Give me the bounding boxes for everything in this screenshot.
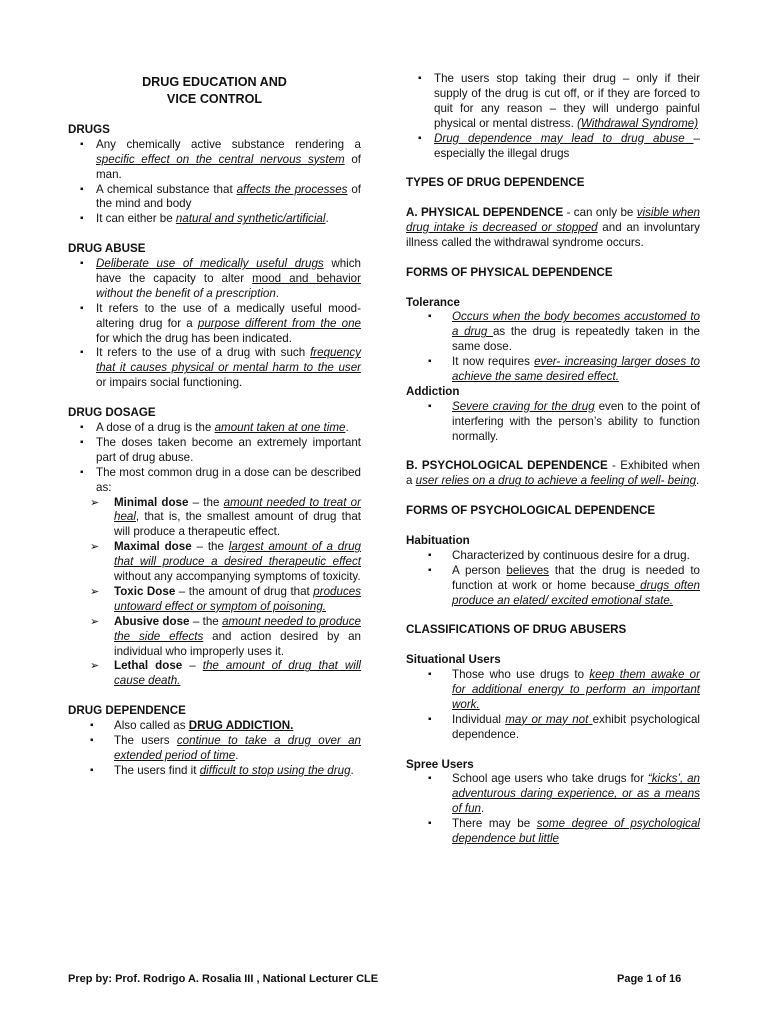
emphasis: may or may not (505, 712, 593, 726)
text: – (182, 659, 203, 673)
text: – especially the illegal drugs (434, 131, 700, 160)
title-line-1: DRUG EDUCATION AND (142, 75, 287, 89)
text: . (481, 802, 485, 816)
title-line-2: VICE CONTROL (166, 92, 263, 106)
list-item (68, 540, 361, 585)
footer-author: Prep by: Prof. Rodrigo A. Rosalia III , National Lecturer CLE (68, 973, 379, 985)
list-item (68, 719, 361, 734)
dose-types-list (68, 496, 361, 690)
right-column (406, 72, 700, 847)
term: B. PSYCHOLOGICAL DEPENDENCE (406, 459, 608, 473)
text: It refers to the use of a drug with such (96, 346, 311, 360)
text: Those who use drugs to (452, 668, 590, 682)
term: Toxic Dose (114, 584, 176, 598)
list-item (406, 355, 700, 385)
emphasis: largest amount of a drug that will produce a desired therapeutic effect (114, 540, 361, 569)
emphasis: mood and behavior (252, 271, 361, 285)
dosage-list (68, 421, 361, 496)
text: Any chemically active substance rendering a (96, 137, 361, 151)
spree-list (406, 772, 700, 847)
emphasis: amount taken at one time (214, 420, 346, 434)
text: Individual (452, 712, 506, 726)
list-item (406, 310, 700, 355)
text: or impairs social functioning. (96, 376, 243, 390)
classes-heading: CLASSIFICATIONS OF DRUG ABUSERS (406, 623, 627, 637)
list-item (68, 615, 361, 660)
text: – the (188, 495, 224, 509)
tolerance-heading: Tolerance (406, 295, 460, 309)
page-number: Page 1 of 16 (617, 973, 682, 985)
text: There may be (452, 817, 537, 831)
text: Also called as (114, 719, 189, 733)
emphasis: amount needed to treat or heal (114, 495, 361, 524)
habituation-list (406, 549, 700, 609)
emphasis: ever- increasing larger doses to achieve the same desired effect. (452, 355, 701, 384)
abuse-list (68, 257, 361, 391)
dependence-list (68, 719, 361, 779)
list-item (406, 132, 700, 162)
list-item (68, 138, 361, 183)
text: School age users who take drugs for (452, 772, 648, 786)
text: It can either be (96, 212, 176, 226)
list-item (68, 659, 361, 689)
emphasis: DRUG ADDICTION. (188, 719, 294, 733)
addiction-heading: Addiction (406, 384, 460, 398)
emphasis: visible when drug intake is decreased or stopped (406, 206, 700, 235)
text: as the drug is repeatedly taken in the same dose. (452, 325, 700, 354)
text: The users find it (114, 763, 200, 777)
text: The most common drug in a dose can be described as: (96, 465, 361, 494)
text: . (275, 286, 280, 300)
term: A. PHYSICAL DEPENDENCE (406, 206, 564, 220)
text: , that is, the smallest amount of drug that will produce a therapeutic effect. (114, 510, 361, 539)
list-item (406, 713, 700, 743)
list-item (68, 183, 361, 213)
emphasis: difficult to stop using the drug (199, 763, 351, 777)
text: A person (452, 563, 507, 577)
emphasis: affects the processes (236, 182, 348, 196)
text: of man. (96, 152, 362, 181)
emphasis: believes (506, 563, 549, 577)
addiction-list (406, 400, 700, 445)
emphasis: specific effect on the central nervous system (96, 152, 345, 166)
text: for which the drug has been indicated. (96, 331, 292, 345)
text: . (350, 763, 354, 777)
emphasis: Occurs when the body becomes accustomed to a drug (452, 310, 700, 339)
list-item (68, 496, 361, 541)
situational-heading: Situational Users (406, 653, 501, 667)
list-item (406, 772, 700, 817)
term: Abusive dose (114, 614, 190, 628)
text: It now requires (452, 355, 535, 369)
emphasis: some degree of psychological dependence but little (452, 817, 701, 846)
text: The users (114, 734, 177, 747)
emphasis: (Withdrawal Syndrome) (577, 116, 699, 130)
forms-psych-heading: FORMS OF PSYCHOLOGICAL DEPENDENCE (406, 504, 656, 518)
text: – the (191, 540, 229, 554)
list-item (68, 734, 361, 764)
physical-dependence-paragraph (406, 206, 700, 251)
abuse-heading: DRUG ABUSE (68, 242, 146, 256)
list-item (406, 817, 700, 847)
emphasis: user relies on a drug to achieve a feeling of well- being (415, 474, 697, 488)
term: Lethal dose (114, 659, 183, 673)
text: of the mind and body (96, 182, 361, 211)
list-item (68, 466, 361, 496)
list-item (406, 400, 700, 445)
text: . (325, 212, 329, 226)
types-heading: TYPES OF DRUG DEPENDENCE (406, 176, 585, 190)
text: which have the capacity to alter (96, 257, 361, 285)
situational-list (406, 668, 700, 743)
text: – the (189, 614, 223, 628)
drugs-list (68, 138, 361, 227)
list-item (406, 72, 700, 132)
emphasis: Severe craving for the drug (452, 399, 595, 413)
left-column (68, 72, 361, 779)
emphasis: frequency that it causes physical or mental harm to the user (96, 346, 361, 375)
drugs-heading: DRUGS (68, 122, 110, 136)
list-item (68, 257, 361, 302)
list-item (406, 564, 700, 609)
text: A chemical substance that (96, 182, 237, 196)
emphasis: continue to take a drug over an extended period of time (114, 734, 361, 762)
list-item (68, 302, 361, 347)
emphasis: purpose different from the one (197, 316, 362, 330)
text: The doses taken become an extremely important part of drug abuse. (96, 435, 361, 464)
text: . (696, 474, 700, 488)
list-item (406, 668, 700, 713)
text: . (235, 748, 239, 762)
term: Maximal dose (114, 540, 192, 554)
tolerance-list (406, 310, 700, 385)
emphasis: “kicks’, an adventurous daring experience, or as a means of fun (452, 772, 700, 816)
psychological-dependence-paragraph (406, 459, 700, 489)
forms-physical-heading: FORMS OF PHYSICAL DEPENDENCE (406, 265, 613, 279)
text: . (345, 420, 349, 434)
list-item (68, 585, 361, 615)
emphasis: the amount of drug that will cause death. (114, 659, 361, 688)
emphasis: Drug dependence may lead to drug abuse (434, 131, 694, 145)
emphasis: produces untoward effect or symptom of poisoning. (114, 584, 361, 613)
list-item (68, 436, 361, 466)
list-item (68, 764, 361, 779)
emphasis: Deliberate use of medically useful drugs (96, 257, 324, 271)
dependence-heading: DRUG DEPENDENCE (68, 704, 186, 718)
text: - can only be (563, 206, 637, 220)
text: – the amount of drug that (175, 584, 314, 598)
text: Characterized by continuous desire for a drug. (452, 548, 690, 562)
list-item (68, 212, 361, 227)
text: without any accompanying symptoms of toxicity. (114, 570, 361, 584)
dosage-heading: DRUG DOSAGE (68, 406, 156, 420)
text: - Exhibited when a (406, 459, 701, 488)
spree-heading: Spree Users (406, 757, 474, 771)
emphasis: natural and synthetic/artificial (175, 212, 326, 226)
habituation-heading: Habituation (406, 533, 470, 547)
text: and action desired by an individual who improperly uses it. (114, 629, 361, 658)
text: and an involuntary illness called the withdrawal syndrome occurs. (406, 221, 700, 249)
text: A dose of a drug is the (96, 420, 215, 434)
emphasis: amount needed to produce the side effects (114, 614, 362, 643)
emphasis: keep them awake or for additional energy to perform an important work. (452, 668, 700, 711)
document-title (68, 74, 361, 108)
list-item (68, 346, 361, 391)
list-item (406, 549, 700, 564)
term: Minimal dose (114, 495, 189, 509)
text: It refers to the use of a medically useful mood-altering drug for a (96, 301, 361, 330)
emphasis: drugs often produce an elated/ excited emotional state. (452, 578, 700, 607)
list-item (68, 421, 361, 436)
text: The users stop taking their drug – only if their supply of the drug is cut off, or if they are forced to quit for any reason – they will undergo painful physical or mental distress. (434, 72, 700, 130)
dependence-list-cont (406, 72, 700, 161)
text: even to the point of interfering with the person’s ability to function normally. (452, 399, 700, 443)
text: exhibit psychological dependence. (452, 712, 700, 741)
italic-text: without the benefit of a prescription (96, 286, 276, 300)
text: that the drug is needed to function at work or home because (452, 563, 700, 592)
